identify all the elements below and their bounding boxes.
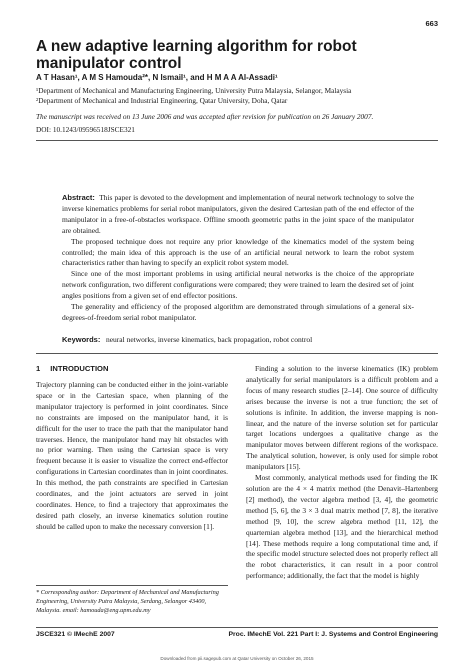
footer-right: Proc. IMechE Vol. 221 Part I: J. Systems and Control Engineering bbox=[228, 631, 438, 638]
keywords-label: Keywords: bbox=[62, 335, 101, 344]
abstract-paragraph: Since one of the most important problems in using artificial neural networks is the choice of the appropriate network configuration, two different configurations were compared; they were trained to learn the desired set of joint angles positions from a given set of end effector positions. bbox=[62, 269, 414, 301]
page-number: 663 bbox=[425, 19, 438, 28]
abstract-label: Abstract: bbox=[62, 193, 95, 202]
body-paragraph: Finding a solution to the inverse kinematics (IK) problem analytically for serial manipulators is a difficult problem and a focus of many research studies [2–14]. One source of difficulty arises because the inverse is not a true function; the set of solutions is infinite. In addition, the inverse mapping is non-linear, and the nature of the inverse solution set for particular target locations undergoes a qualitative change as the manipulator moves between different regions of the workspace. The analytical solution, however, is only used for simple robot manipulators [15]. bbox=[246, 364, 438, 472]
download-note: Downloaded from pii.sagepub.com at Qatar University on October 26, 2015 bbox=[160, 656, 314, 661]
body-paragraph: Most commonly, analytical methods used for finding the IK solution are the 4 × 4 matrix method (the Denavit–Hartenberg [2] method), the vector algebra method [3, 4], the geometric method [5, 6], the 3 × 3 dual matrix method [7, 8], the iterative method [9, 10], the screw algebra method [11, 12], the quarternian algebra method [13], and the hierarchical method [14]. These methods require a long computational time and, if the specific model structure selected does not properly reflect all the robot characteristics, it can result in a poor control performance; additionally, the fact that the model is highly bbox=[246, 473, 438, 581]
divider-abstract bbox=[36, 353, 438, 354]
section-number: 1 bbox=[36, 364, 41, 373]
section-heading bbox=[36, 364, 118, 373]
section-title: INTRODUCTION bbox=[50, 364, 109, 373]
keywords-text: neural networks, inverse kinematics, back propagation, robot control bbox=[105, 335, 313, 344]
footer-left: JSCE321 © IMechE 2007 bbox=[36, 631, 115, 638]
received-note: The manuscript was received on 13 June 2006 and was accepted after revision for publication on 26 January 2007. bbox=[36, 112, 374, 121]
body-paragraph: Trajectory planning can be conducted either in the joint-variable space or in the Cartesian space, when planning of the manipulator trajectory is performed in joint coordinates. Since no constraints are imposed on the manipulator hand, it is difficult for the user to trace the path that the manipulator hand traverses. Hence, the manipulator hand may hit obstacles with no prior warning. Then using the Cartesian space is very frequent because it is easier to visualize the correct end-effector configurations in Cartesian coordinates than in joint coordinates. In this method, the path constraints are specified in Cartesian coordinates, and the joint actuators are served in joint coordinates. Hence, to find a trajectory that approximates the desired path closely, an inverse kinematics solution routine should be called upon to make the necessary conversion [1]. bbox=[36, 380, 228, 531]
right-column bbox=[246, 364, 438, 582]
doi: DOI: 10.1243/09596518JSCE321 bbox=[36, 125, 135, 134]
keywords bbox=[62, 335, 414, 344]
footnote-divider bbox=[36, 585, 228, 586]
left-column bbox=[36, 380, 228, 533]
abstract-paragraph: The generality and efficiency of the proposed algorithm are demonstrated through simulations of a general six-degrees-of-freedom serial robot manipulator. bbox=[62, 302, 414, 322]
divider-top bbox=[36, 140, 438, 141]
abstract bbox=[62, 193, 414, 324]
abstract-paragraph: Abstract: This paper is devoted to the development and implementation of neural network technology to solve the inverse kinematics problems for serial robot manipulators, given the desired Cartesian path of the end effector of the manipulator in a free-of-obstacles workspace. Offline smooth geometric paths in the joint space of the manipulator are obtained. bbox=[62, 193, 415, 235]
paper-title: A new adaptive learning algorithm for robot manipulator control bbox=[36, 38, 357, 72]
corresponding-author-footnote: * Corresponding author: Department of Mechanical and Manufacturing Engineering, University Putra Malaysia, Serdang, Selangor 43400, Malaysia. email: hamouda@eng.upm.edu.my bbox=[36, 589, 219, 614]
affiliation-1: ¹Department of Mechanical and Manufacturing Engineering, University Putra Malaysia, Selangor, Malaysia bbox=[36, 86, 352, 95]
abstract-paragraph: The proposed technique does not require any prior knowledge of the kinematics model of the system being controlled; the main idea of this approach is the use of an artificial neural network to learn the robot system characteristics rather than having to specify an explicit robot system model. bbox=[62, 236, 414, 268]
author-list: A T Hasan¹, A M S Hamouda²*, N Ismail¹, and H M A A Al-Assadi¹ bbox=[36, 73, 278, 82]
divider-footer bbox=[36, 627, 438, 628]
affiliation-2: ²Department of Mechanical and Industrial Engineering, Qatar University, Doha, Qatar bbox=[36, 96, 288, 105]
